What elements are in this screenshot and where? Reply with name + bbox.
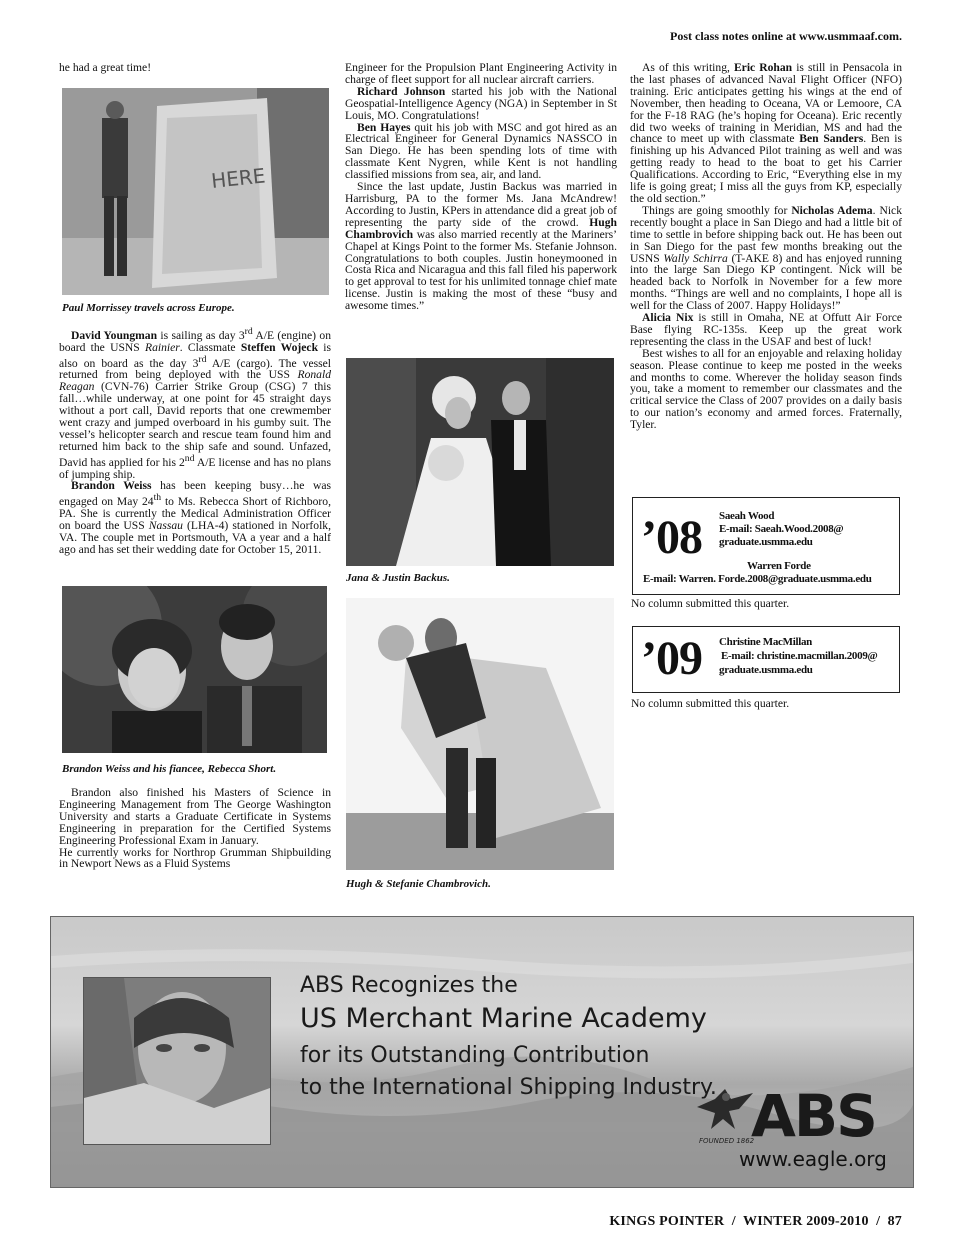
- svg-text:HERE: HERE: [210, 163, 267, 193]
- class-2008-name1: Saeah Wood: [719, 510, 775, 522]
- class-2008-email1b: graduate.usmma.edu: [719, 536, 813, 548]
- paragraph-alicia-nix: Alicia Nix is still in Omaha, NE at Offutt Air Force Base flying RC-135s. Keep up the great work representing the class in the USAF and best of luck!: [630, 311, 902, 348]
- ad-portrait-photo: [83, 977, 271, 1145]
- class-2008-name2: Warren Forde: [747, 560, 811, 572]
- paragraph-richard-johnson: Richard Johnson started his job with the National Geospatial-Intelligence Agency (NGA) in September in St Louis, MO. Congratulations!: [345, 84, 617, 122]
- class-2008-box: [632, 497, 900, 595]
- paragraph-brandon-masters: Brandon also finished his Masters of Science in Engineering Management from The George Washington University and starts a Graduate Certificate in Systems Engineering in preparation for the Certified Systems Engineering Professional Exam in January.: [59, 786, 331, 847]
- ad-line-3: for its Outstanding Contribution: [300, 1043, 650, 1068]
- paragraph-eric-rohan: As of this writing, Eric Rohan is still in Pensacola in the last phases of advanced Naval Flight Officer (NFO) training. Eric anticipates getting his wings at the end of November, then heading to Oceana, VA or Lemoore, CA for the F-18 RAG (he’s hoping for Oceana). Eric recently did two weeks of training in Meridian, MS and had the chance to meet up with classmate Ben Sanders. Ben is finishing up his Advanced Pilot training as well and was getting ready to head to the boat to get his Carrier Qualifications. According to Eric, “Everything else in my life is going great; I miss all the guys from KP, especially the old section.”: [630, 61, 902, 205]
- abs-advertisement: [50, 916, 914, 1188]
- class-2009-email1b: graduate.usmma.edu: [719, 664, 813, 676]
- caption-paul-morrissey: Paul Morrissey travels across Europe.: [62, 302, 235, 314]
- column-1-body: [59, 326, 331, 556]
- abs-logo-text: ABS: [751, 1082, 876, 1150]
- class-2009-note: No column submitted this quarter.: [631, 697, 790, 710]
- abs-url: www.eagle.org: [739, 1147, 887, 1171]
- photo-brandon-weiss: [62, 586, 327, 753]
- paragraph-brandon-weiss: Brandon Weiss has been keeping busy…he was engaged on May 24th to Ms. Rebecca Short of Richboro, PA. She is currently the Medical Administration Officer on board the USS Nassau (LHA-4) stationed in Norfolk, VA. The couple met in Portsmouth, VA a year and a half ago and has set their wedding date for October 15, 2011.: [59, 479, 331, 556]
- class-2008-note: No column submitted this quarter.: [631, 597, 790, 610]
- abs-founded: FOUNDED 1862: [699, 1137, 755, 1145]
- caption-jana-justin: Jana & Justin Backus.: [346, 572, 450, 584]
- paragraph-david-youngman: David Youngman is sailing as day 3rd A/E (engine) on board the USNS Rainier. Classmate Steffen Wojeck is also on board as the day 3rd A/E (cargo). The vessel returned from being deployed with the USS Ronald Reagan (CVN-76) Carrier Strike Group (CSG) 7 this fall…while underway, at one point for 45 straight days without a port call, David reports that one crewmember went crazy and jumped overboard in his gumby suit. The vessel’s helicopter search and rescue team found him and returned him back to the ship safe and sound. Unfazed, David has applied for his 2nd A/E license and has no plans of jumping ship.: [59, 326, 332, 481]
- page-footer: KINGS POINTER / WINTER 2009-2010 / 87: [609, 1214, 902, 1229]
- paragraph-propulsion: Engineer for the Propulsion Plant Engineering Activity in charge of fleet support for all nuclear aircraft carriers.: [345, 61, 617, 86]
- column-3: [630, 62, 902, 431]
- class-2009-email1: E-mail: christine.macmillan.2009@: [721, 650, 878, 662]
- header-note: Post class notes online at www.usmmaaf.com.: [670, 29, 902, 43]
- caption-hugh-stefanie: Hugh & Stefanie Chambrovich.: [346, 878, 491, 890]
- column-1: [59, 62, 331, 74]
- photo-paul-morrissey: [62, 88, 329, 295]
- class-2008-email2: E-mail: Warren. Forde.2008@graduate.usmma.edu: [643, 573, 872, 585]
- paragraph-northrop: He currently works for Northrop Grumman Shipbuilding in Newport News as a Fluid Systems: [59, 845, 331, 871]
- column-2: [345, 62, 617, 312]
- class-2008-email1: E-mail: Saeah.Wood.2008@: [719, 523, 844, 535]
- ad-line-2: US Merchant Marine Academy: [300, 1003, 707, 1034]
- ad-line-4: to the International Shipping Industry.: [300, 1075, 717, 1100]
- ad-line-1: ABS Recognizes the: [300, 973, 518, 998]
- paragraph-best-wishes: Best wishes to all for an enjoyable and relaxing holiday season. Please continue to keep me posted in the weeks and months to come. Wherever the holiday season finds you, take a moment to remember our classmates and the critical service the Class of 2007 provides on a daily basis to our nation’s economy and armed forces. Fraternally, Tyler.: [630, 346, 902, 432]
- class-2009-name1: Christine MacMillan: [719, 636, 812, 648]
- caption-brandon-weiss: Brandon Weiss and his fiancee, Rebecca Short.: [62, 763, 277, 775]
- class-2009-year: ’09: [641, 632, 702, 685]
- class-2008-year: ’08: [641, 511, 702, 564]
- column-1-bottom: [59, 787, 331, 870]
- intro-text: he had a great time!: [59, 61, 152, 74]
- paragraph-ben-hayes: Ben Hayes quit his job with MSC and got hired as an Electrical Engineer for General Dynamics NASSCO in San Diego. He has been spending lots of time with classmate Kent Nygren, while Kent is not handling classified missions from sea, air, and land.: [345, 120, 617, 182]
- class-2009-box: [632, 626, 900, 693]
- photo-hugh-stefanie: [346, 598, 614, 870]
- eagle-logo-icon: [695, 1085, 755, 1137]
- paragraph-nicholas-adema: Things are going smoothly for Nicholas Adema. Nick recently bought a place in San Diego and had a little bit of time to settle in before shipping back out. He has been out in San Diego for the past few months breaking out the USNS Wally Schirra (T-AKE 8) and has enjoyed running into the large San Diego KP contingent. Nick will be headed back to Norfolk in November for a few more months. “Things are well and no complaints, I hope all is well for the Class of 2007. Happy Holidays!”: [630, 203, 903, 313]
- photo-jana-justin: [346, 358, 614, 566]
- paragraph-backus: Since the last update, Justin Backus was married in Harrisburg, PA to the former Ms. Jana McAndrew! According to Justin, KPers in attendance did a great job of representing the party side of the crowd. Hugh Chambrovich was also married recently at the Mariners’ Chapel at Kings Point to the former Ms. Stefanie Johnson. Congratulations to both couples. Justin honeymooned in Costa Rica and Nicaragua and this fall filed his paperwork to get approval to test for his unlimited tonnage chief mate license. Justin is making the most of these “busy and awesome times.”: [345, 180, 617, 313]
